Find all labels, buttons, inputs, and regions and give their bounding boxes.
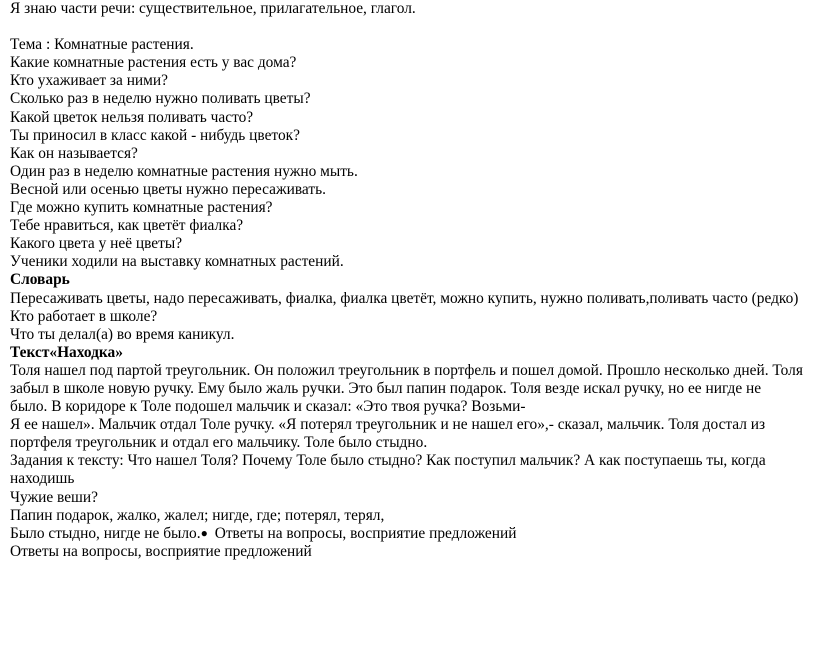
- intro-line: Я знаю части речи: существительное, прилагательное, глагол.: [10, 0, 416, 17]
- blank-line: [10, 18, 810, 36]
- story-line: было. В коридоре к Толе подошел мальчик и сказал: «Это твоя ручка? Возьми-: [10, 398, 526, 416]
- dictionary-line: Кто работает в школе?: [10, 307, 158, 325]
- dictionary-line: Что ты делал(а) во время каникул.: [10, 325, 235, 343]
- closing-line: Ответы на вопросы, восприятие предложений: [10, 542, 312, 560]
- topic-line: Как он называется?: [10, 144, 138, 162]
- topic-line: Тебе нравиться, как цветёт фиалка?: [10, 217, 244, 235]
- story-last-line-end: Ответы на вопросы, восприятие предложений: [210, 524, 517, 542]
- dictionary-heading: Словарь: [10, 271, 70, 289]
- story-line: Толя нашел под партой треугольник. Он положил треугольник в портфель и пошел домой. Прошло несколько дней. Толя: [10, 361, 803, 379]
- story-last-line: [10, 525, 810, 543]
- topic-line: Какие комнатные растения есть у вас дома?: [10, 54, 297, 72]
- story-line: Чужие веши?: [10, 488, 98, 506]
- story-line: забыл в школе новую ручку. Ему было жаль ручки. Это был папин подарок. Толя везде искал ручку, но ее нигде не: [10, 379, 762, 397]
- topic-line: Ученики ходили на выставку комнатных растений.: [10, 253, 344, 271]
- bullet-icon: ●: [200, 525, 208, 540]
- story-line: Задания к тексту: Что нашел Толя? Почему Толе было стыдно? Как поступил мальчик? А как поступаешь ты, когда: [10, 452, 766, 470]
- topic-line: Кто ухаживает за ними?: [10, 72, 168, 90]
- dictionary-line: Пересаживать цветы, надо пересаживать, фиалка, фиалка цветёт, можно купить, нужно поливать,поливать часто (редко): [10, 289, 799, 307]
- topic-line: Какого цвета у неё цветы?: [10, 235, 183, 253]
- story-heading: Текст«Находка»: [10, 343, 123, 361]
- topic-line: Весной или осенью цветы нужно пересаживать.: [10, 180, 326, 198]
- story-last-line-start: Было стыдно, нигде не было.: [10, 524, 201, 542]
- topic-title: Тема : Комнатные растения.: [10, 36, 194, 54]
- story-line: портфеля треугольник и отдал его мальчику. Толе было стыдно.: [10, 434, 428, 452]
- topic-line: Где можно купить комнатные растения?: [10, 199, 273, 217]
- document-page: [10, 0, 810, 561]
- topic-line: Сколько раз в неделю нужно поливать цветы?: [10, 90, 311, 108]
- topic-line: Какой цветок нельзя поливать часто?: [10, 108, 254, 126]
- story-line: Я ее нашел». Мальчик отдал Толе ручку. «Я потерял треугольник и не нашел его»,- сказал, мальчик. Толя достал из: [10, 416, 766, 434]
- topic-line: Один раз в неделю комнатные растения нужно мыть.: [10, 162, 358, 180]
- story-line: Папин подарок, жалко, жалел; нигде, где; потерял, терял,: [10, 506, 385, 524]
- story-line: находишь: [10, 470, 75, 488]
- topic-line: Ты приносил в класс какой - нибудь цветок?: [10, 126, 300, 144]
